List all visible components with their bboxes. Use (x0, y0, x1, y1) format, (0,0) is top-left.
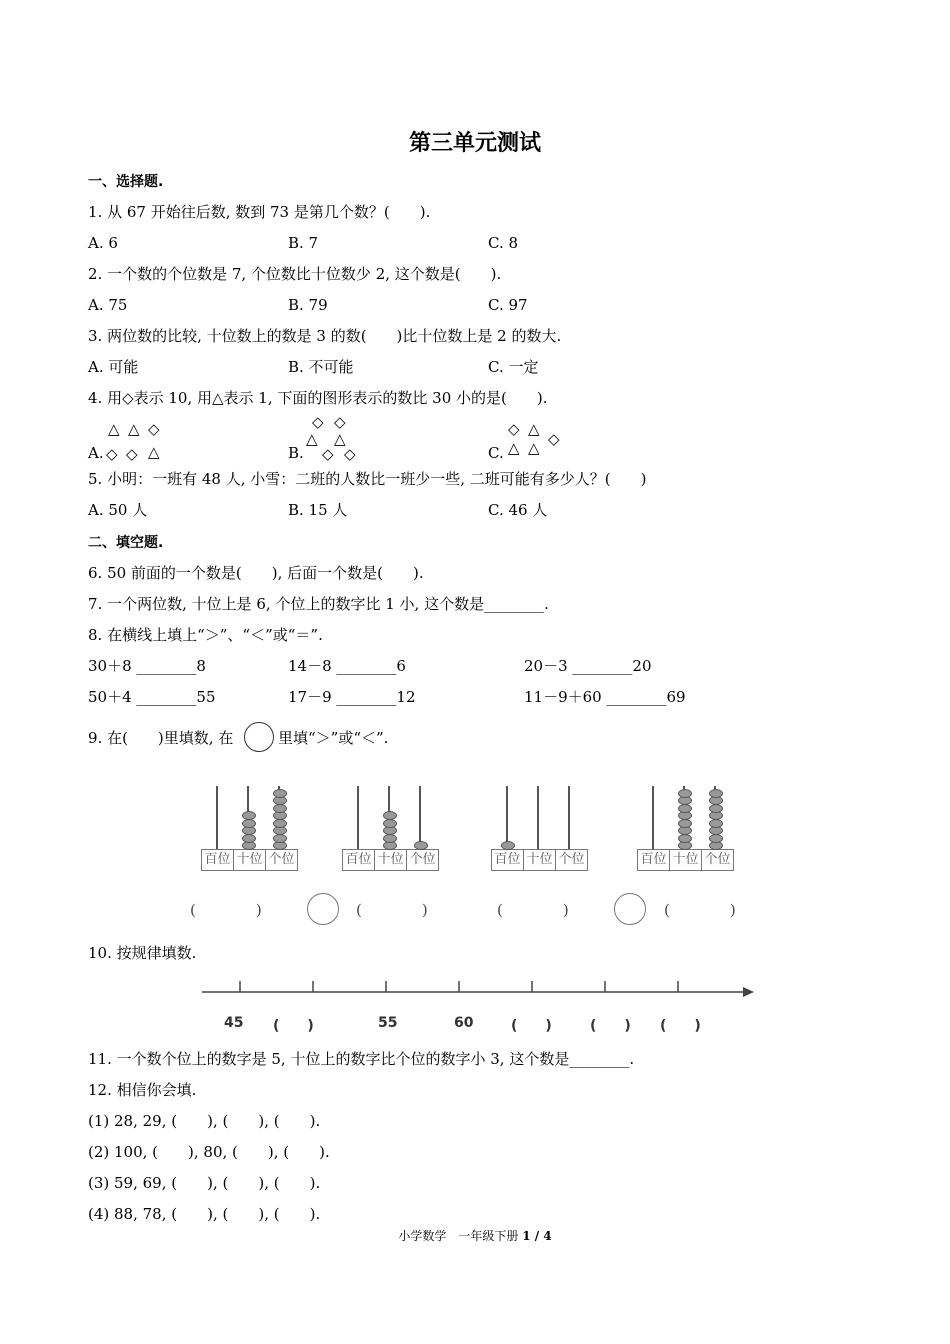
abacus-label: 个位 (558, 852, 585, 867)
triangle-icon: △ (528, 439, 540, 457)
question-4: 4. 用◇表示 10, 用△表示 1, 下面的图形表示的数比 30 小的是( ). (88, 389, 548, 407)
abacus-label: 十位 (524, 850, 556, 870)
answer-blank: ( ) (190, 901, 262, 919)
q12-item: (3) 59, 69, ( ), ( ), ( ). (88, 1174, 321, 1192)
abacus-label: 百位 (343, 850, 375, 870)
abacus-place-labels (491, 849, 588, 871)
abacus-place-labels (637, 849, 734, 871)
question-2: 2. 一个数的个位数是 7, 个位数比十位数少 2, 这个数是( ). (88, 265, 502, 283)
question-6: 6. 50 前面的一个数是( ), 后面一个数是( ). (88, 564, 424, 582)
diamond-icon: ◇ (334, 413, 346, 431)
q5-option-c: C. 46 人 (488, 501, 548, 519)
number-line-label: ( ) (273, 1018, 314, 1034)
abacus-rod (537, 786, 539, 850)
abacus-label: 个位 (704, 852, 731, 867)
q5-option-b: B. 15 人 (288, 501, 348, 519)
q3-option-a: A. 可能 (88, 358, 139, 376)
q4-option-a: A. (88, 444, 104, 462)
diamond-icon: ◇ (148, 420, 160, 438)
question-3: 3. 两位数的比较, 十位数上的数是 3 的数( )比十位数上是 2 的数大. (88, 327, 562, 345)
abacus-label: 十位 (234, 850, 266, 870)
abacus-bead (383, 811, 397, 820)
q1-option-c: C. 8 (488, 234, 519, 252)
diamond-icon: ◇ (322, 445, 334, 463)
abacus-bead (414, 841, 428, 850)
q12-item: (4) 88, 78, ( ), ( ), ( ). (88, 1205, 321, 1223)
diamond-icon: ◇ (508, 420, 520, 438)
question-7: 7. 一个两位数, 十位上是 6, 个位上的数字比 1 小, 这个数是________. (88, 595, 549, 613)
triangle-icon: △ (108, 420, 120, 438)
compare-circle (307, 893, 339, 925)
question-11: 11. 一个数个位上的数字是 5, 十位上的数字比个位的数字小 3, 这个数是________. (88, 1050, 635, 1068)
abacus-bead (242, 811, 256, 820)
abacus-rod (216, 786, 218, 850)
triangle-icon: △ (148, 443, 160, 461)
abacus-label: 个位 (268, 852, 295, 867)
section-fill-heading: 二、填空题. (88, 535, 164, 551)
question-10: 10. 按规律填数. (88, 944, 197, 962)
abacus-1 (201, 786, 297, 870)
footer-subject: 小学数学 一年级下册 (398, 1229, 519, 1243)
section-choice-heading: 一、选择题. (88, 174, 164, 190)
abacus-bead (273, 789, 287, 798)
circle-icon (244, 722, 274, 752)
abacus-label: 百位 (638, 850, 670, 870)
triangle-icon: △ (128, 420, 140, 438)
abacus-label: 十位 (375, 850, 407, 870)
answer-blank: ( ) (497, 901, 569, 919)
q8-item: 14－8 ________6 (288, 657, 406, 675)
triangle-icon: △ (508, 439, 520, 457)
abacus-place-labels (342, 849, 439, 871)
question-5: 5. 小明：一班有 48 人, 小雪：二班的人数比一班少一些, 二班可能有多少人？( ) (88, 470, 647, 488)
abacus-rod (568, 786, 570, 850)
abacus-bead (501, 841, 515, 850)
compare-circle (614, 893, 646, 925)
q4-option-c: C. (488, 444, 504, 462)
arrow-right-icon (743, 987, 754, 997)
q2-option-b: B. 79 (288, 296, 328, 314)
diamond-icon: ◇ (106, 445, 118, 463)
q3-option-b: B. 不可能 (288, 358, 354, 376)
q12-item: (1) 28, 29, ( ), ( ), ( ). (88, 1112, 321, 1130)
diamond-icon: ◇ (344, 445, 356, 463)
number-line-label: 45 (224, 1015, 244, 1031)
triangle-icon: △ (306, 430, 318, 448)
question-9-part-b: 里填“＞”或“＜”. (278, 729, 389, 747)
abacus-2 (342, 786, 438, 870)
q1-option-b: B. 7 (288, 234, 319, 252)
abacus-rod (652, 786, 654, 850)
answer-blank: ( ) (664, 901, 736, 919)
q8-item: 20－3 ________20 (524, 657, 652, 675)
number-line-label: 55 (378, 1015, 398, 1031)
footer-page-number: 1 / 4 (522, 1229, 552, 1243)
q8-item: 30＋8 ________8 (88, 657, 206, 675)
q8-item: 50＋4 ________55 (88, 688, 216, 706)
number-line (200, 972, 760, 1002)
abacus-label: 百位 (492, 850, 524, 870)
q2-option-a: A. 75 (88, 296, 128, 314)
abacus-3 (491, 786, 587, 870)
abacus-label: 十位 (670, 850, 702, 870)
q12-item: (2) 100, ( ), 80, ( ), ( ). (88, 1143, 330, 1161)
q4-option-b: B. (288, 444, 304, 462)
number-line-label: ( ) (590, 1018, 631, 1034)
q8-item: 17－9 ________12 (288, 688, 416, 706)
abacus-bead (709, 789, 723, 798)
number-line-label: ( ) (511, 1018, 552, 1034)
abacus-bead (678, 789, 692, 798)
q8-item: 11－9＋60 ________69 (524, 688, 686, 706)
diamond-icon: ◇ (312, 413, 324, 431)
q5-option-a: A. 50 人 (88, 501, 148, 519)
triangle-icon: △ (528, 420, 540, 438)
question-12: 12. 相信你会填. (88, 1081, 197, 1099)
question-1: 1. 从 67 开始往后数, 数到 73 是第几个数？( ). (88, 203, 431, 221)
q1-option-a: A. 6 (88, 234, 118, 252)
number-line-label: ( ) (660, 1018, 701, 1034)
question-8: 8. 在横线上填上“＞”、“＜”或“＝”. (88, 626, 323, 644)
triangle-icon: △ (334, 430, 346, 448)
diamond-icon: ◇ (126, 445, 138, 463)
abacus-label: 百位 (202, 850, 234, 870)
answer-blank: ( ) (356, 901, 428, 919)
abacus-rod (357, 786, 359, 850)
abacus-label: 个位 (409, 852, 436, 867)
diamond-icon: ◇ (548, 430, 560, 448)
abacus-place-labels (201, 849, 298, 871)
question-9-part-a: 9. 在( )里填数, 在 (88, 729, 234, 747)
q2-option-c: C. 97 (488, 296, 528, 314)
page-footer (0, 1227, 950, 1244)
q3-option-c: C. 一定 (488, 358, 539, 376)
number-line-label: 60 (454, 1015, 474, 1031)
abacus-4 (637, 786, 733, 870)
page-title: 第三单元测试 (408, 131, 541, 156)
